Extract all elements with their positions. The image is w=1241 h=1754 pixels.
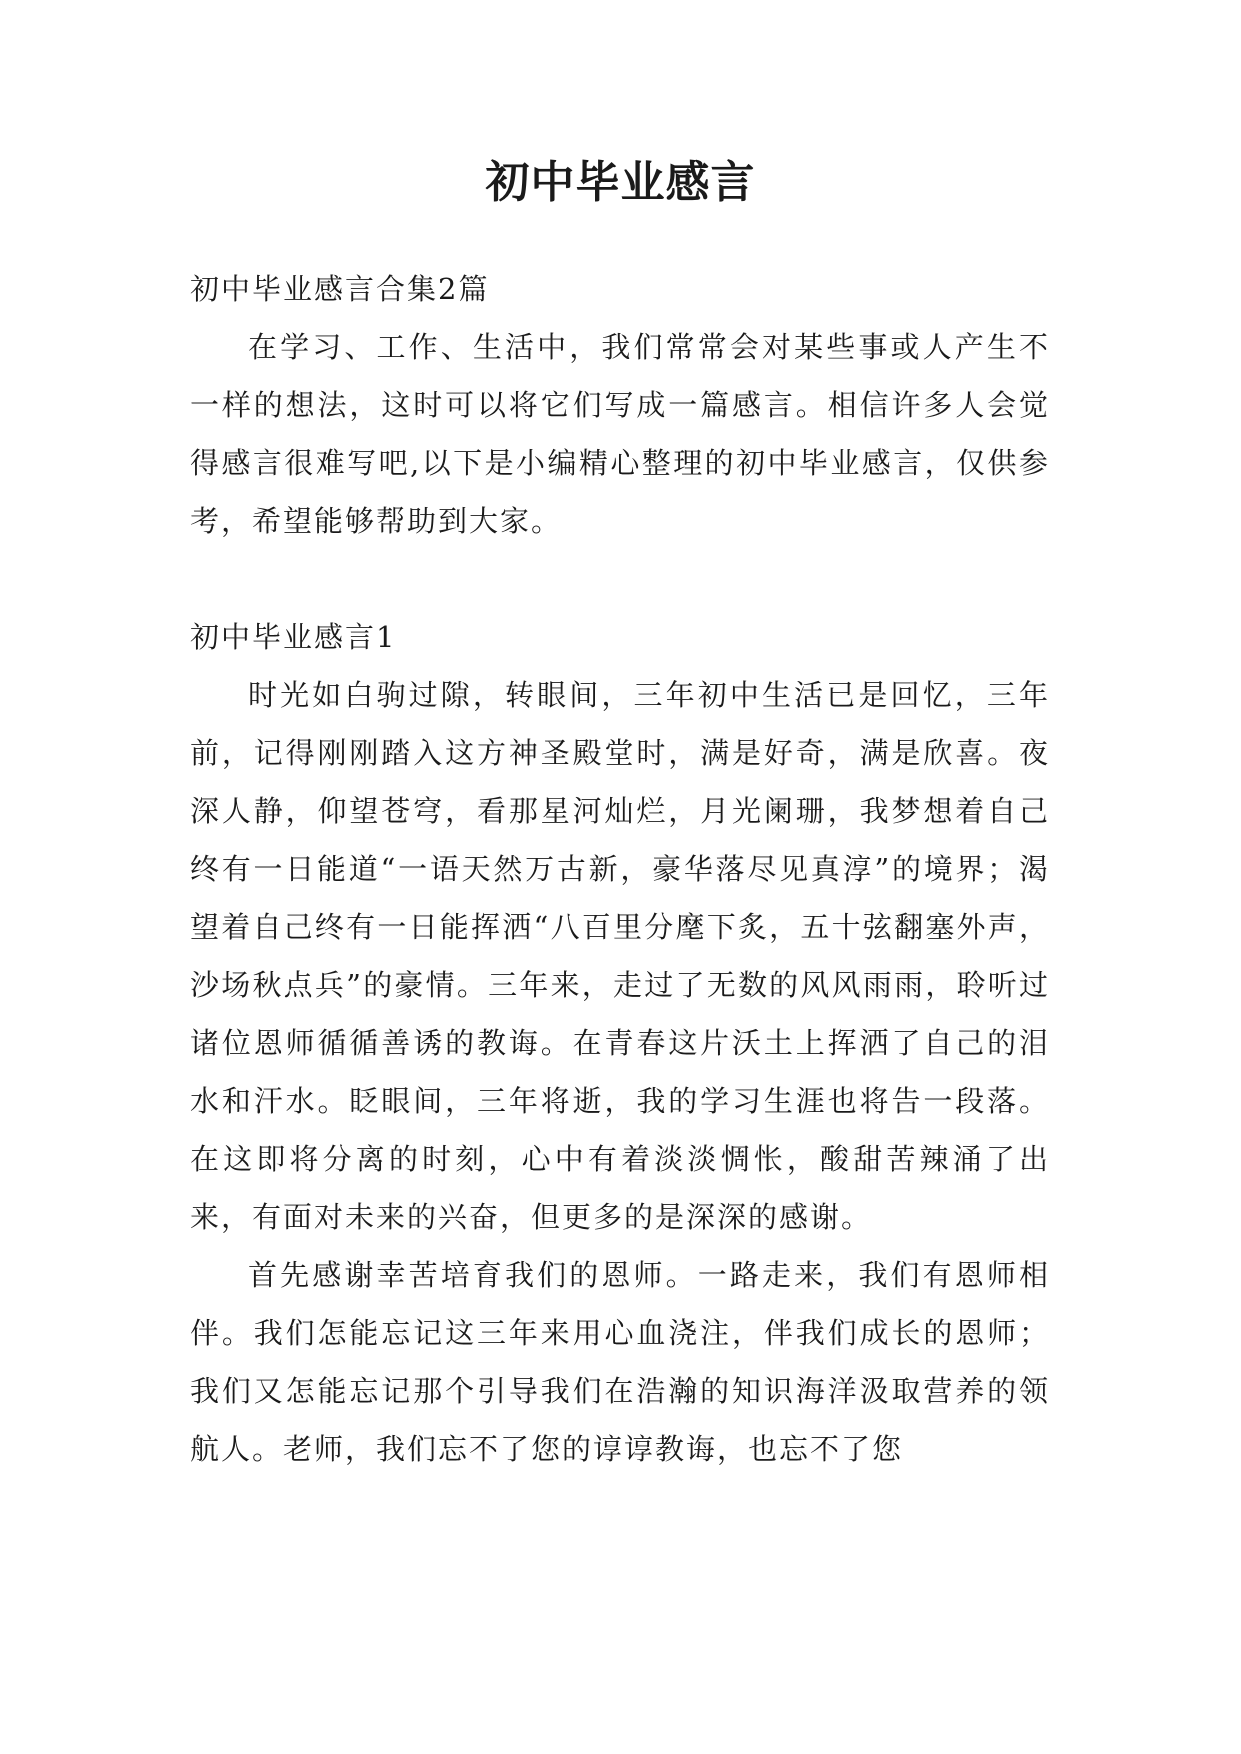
section1-heading: 初中毕业感言1 [190, 620, 397, 654]
section1-paragraph-2: 首先感谢幸苦培育我们的恩师。一路走来，我们有恩师相伴。我们怎能忘记这三年来用心血浇注，伴我们成长的恩师；我们又怎能忘记那个引导我们在浩瀚的知识海洋汲取营养的领航人。老师，我们忘不了您的谆谆教诲，也忘不了您 [190, 1258, 1050, 1466]
section1-paragraph-1: 时光如白驹过隙，转眼间，三年初中生活已是回忆，三年前，记得刚刚踏入这方神圣殿堂时，满是好奇，满是欣喜。夜深人静，仰望苍穹，看那星河灿烂，月光阑珊，我梦想着自己终有一日能道“一语天然万古新，豪华落尽见真淳”的境界；渴望着自己终有一日能挥洒“八百里分麾下炙，五十弦翻塞外声，沙场秋点兵”的豪情。三年来，走过了无数的风风雨雨，聆听过诸位恩师循循善诱的教诲。在青春这片沃土上挥洒了自己的泪水和汗水。眨眼间，三年将逝，我的学习生涯也将告一段落。在这即将分离的时刻，心中有着淡淡惆怅，酸甜苦辣涌了出来，有面对未来的兴奋，但更多的是深深的感谢。 [190, 678, 1050, 1234]
intro-paragraph: 在学习、工作、生活中，我们常常会对某些事或人产生不一样的想法，这时可以将它们写成一篇感言。相信许多人会觉得感言很难写吧,以下是小编精心整理的初中毕业感言，仅供参考，希望能够帮助到大家。 [190, 330, 1050, 538]
intro-heading: 初中毕业感言合集2篇 [190, 272, 490, 306]
document-body [190, 260, 1050, 1478]
page-title: 初中毕业感言 [485, 157, 756, 208]
section-spacer [190, 550, 1050, 608]
